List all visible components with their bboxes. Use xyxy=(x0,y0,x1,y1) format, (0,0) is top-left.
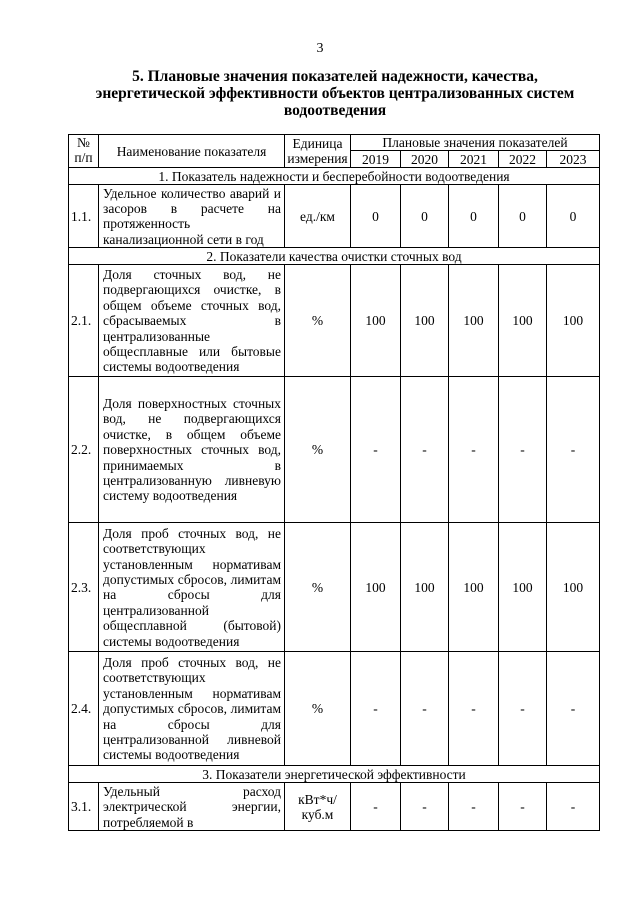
indicator-name: Доля сточных вод, не подвергающихся очистке, в общем объеме сточных вод, сбрасываемых в централизованные общесплавные или бытовые системы водоотведения xyxy=(99,265,285,377)
table-row xyxy=(69,783,600,831)
header-name: Наименование показателя xyxy=(99,135,285,168)
value-cell: 100 xyxy=(351,265,401,377)
header-year: 2021 xyxy=(449,151,499,168)
indicator-name: Удельный расход электрической энергии, потребляемой в xyxy=(99,783,285,831)
title-line-1: 5. Плановые значения показателей надежности, качества, xyxy=(132,68,538,85)
header-year: 2022 xyxy=(499,151,547,168)
value-cell: 100 xyxy=(547,523,600,652)
row-number: 2.1. xyxy=(69,265,99,377)
value-cell: 0 xyxy=(449,185,499,248)
value-cell: 100 xyxy=(449,265,499,377)
table-row xyxy=(69,265,600,377)
section-title: 3. Показатели энергетической эффективности xyxy=(69,766,600,783)
title-line-2: энергетической эффективности объектов централизованных систем xyxy=(95,85,575,102)
value-cell: - xyxy=(351,783,401,831)
header-planned-values: Плановые значения показателей xyxy=(351,135,600,151)
value-cell: - xyxy=(547,783,600,831)
indicator-name: Доля проб сточных вод, не соответствующих установленным нормативам допустимых сбросов, лимитам на сбросы для централизованной общесплавной (бытовой) системы водоотведения xyxy=(99,523,285,652)
value-cell: - xyxy=(351,377,401,523)
unit-cell: % xyxy=(285,523,351,652)
row-number: 2.3. xyxy=(69,523,99,652)
section-title: 2. Показатели качества очистки сточных вод xyxy=(69,248,600,265)
value-cell: 0 xyxy=(499,185,547,248)
table-row xyxy=(69,185,600,248)
section-title: 1. Показатель надежности и бесперебойности водоотведения xyxy=(69,168,600,185)
header-unit: Единица измерения xyxy=(285,135,351,168)
header-year: 2019 xyxy=(351,151,401,168)
title-line-3: водоотведения xyxy=(283,102,387,119)
section-header-row xyxy=(69,168,600,185)
unit-cell: кВт*ч/ куб.м xyxy=(285,783,351,831)
value-cell: 100 xyxy=(547,265,600,377)
header-year: 2023 xyxy=(547,151,600,168)
table-row xyxy=(69,377,600,523)
indicator-name: Удельное количество аварий и засоров в расчете на протяженность канализационной сети в год xyxy=(99,185,285,248)
table-row xyxy=(69,523,600,652)
value-cell: 100 xyxy=(351,523,401,652)
header-row-1 xyxy=(69,135,600,151)
value-cell: - xyxy=(449,377,499,523)
indicators-table xyxy=(68,134,600,831)
value-cell: - xyxy=(499,377,547,523)
value-cell: 0 xyxy=(401,185,449,248)
value-cell: 0 xyxy=(351,185,401,248)
section-header-row xyxy=(69,766,600,783)
value-cell: 100 xyxy=(499,523,547,652)
value-cell: 100 xyxy=(401,523,449,652)
section-header-row xyxy=(69,248,600,265)
header-year: 2020 xyxy=(401,151,449,168)
table-row xyxy=(69,652,600,766)
unit-cell: % xyxy=(285,265,351,377)
value-cell: - xyxy=(401,377,449,523)
value-cell: 100 xyxy=(499,265,547,377)
row-number: 3.1. xyxy=(69,783,99,831)
page-number: 3 xyxy=(316,41,324,56)
row-number: 2.2. xyxy=(69,377,99,523)
value-cell: 100 xyxy=(401,265,449,377)
value-cell: - xyxy=(401,652,449,766)
document-title xyxy=(70,68,600,119)
value-cell: - xyxy=(547,377,600,523)
value-cell: - xyxy=(351,652,401,766)
row-number: 2.4. xyxy=(69,652,99,766)
unit-cell: % xyxy=(285,377,351,523)
unit-cell: % xyxy=(285,652,351,766)
value-cell: 0 xyxy=(547,185,600,248)
value-cell: - xyxy=(547,652,600,766)
value-cell: 100 xyxy=(449,523,499,652)
unit-cell: ед./км xyxy=(285,185,351,248)
value-cell: - xyxy=(499,652,547,766)
indicator-name: Доля поверхностных сточных вод, не подвергающихся очистке, в общем объеме поверхностных сточных вод, принимаемых в централизованную ливневую систему водоотведения xyxy=(99,377,285,523)
value-cell: - xyxy=(449,652,499,766)
value-cell: - xyxy=(449,783,499,831)
header-num: № п/п xyxy=(69,135,99,168)
indicator-name: Доля проб сточных вод, не соответствующих установленным нормативам допустимых сбросов, лимитам на сбросы для централизованной ливневой системы водоотведения xyxy=(99,652,285,766)
row-number: 1.1. xyxy=(69,185,99,248)
value-cell: - xyxy=(499,783,547,831)
value-cell: - xyxy=(401,783,449,831)
